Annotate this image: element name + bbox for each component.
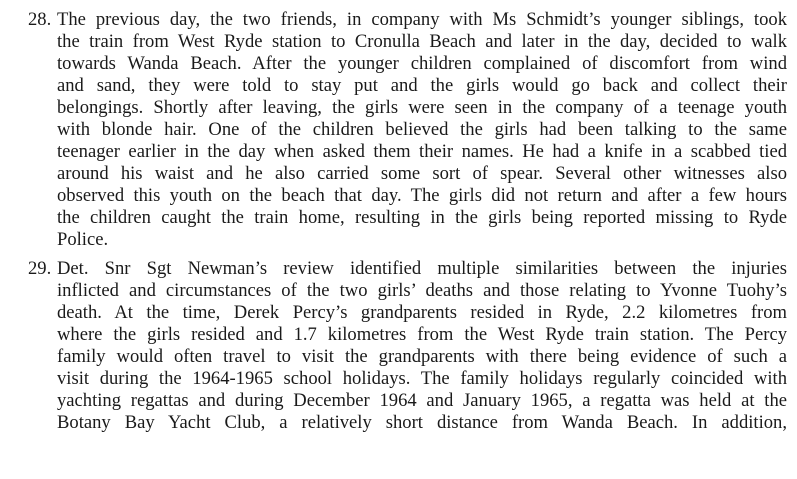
paragraph-number: 29.: [28, 258, 52, 279]
paragraph-line: with blonde hair. One of the children believed the girls had been talking to the same: [57, 119, 787, 140]
paragraph-line: Botany Bay Yacht Club, a relatively short distance from Wanda Beach. In addition,: [57, 412, 787, 433]
paragraph-line: The previous day, the two friends, in company with Ms Schmidt’s younger siblings, took: [57, 9, 787, 30]
paragraph-line: belongings. Shortly after leaving, the girls were seen in the company of a teenage youth: [57, 97, 787, 118]
paragraph-line: observed this youth on the beach that day. The girls did not return and after a few hours: [57, 185, 787, 206]
paragraph-line: yachting regattas and during December 1964 and January 1965, a regatta was held at the: [57, 390, 787, 411]
paragraph-line: death. At the time, Derek Percy’s grandparents resided in Ryde, 2.2 kilometres from: [57, 302, 787, 323]
paragraph-line: and sand, they were told to stay put and the girls would go back and collect their: [57, 75, 787, 96]
paragraph-line: visit during the 1964-1965 school holidays. The family holidays regularly coincided with: [57, 368, 787, 389]
paragraph-line: family would often travel to visit the grandparents with there being evidence of such a: [57, 346, 787, 367]
paragraph-line: around his waist and he also carried some sort of spear. Several other witnesses also: [57, 163, 787, 184]
paragraph-line: towards Wanda Beach. After the younger children complained of discomfort from wind: [57, 53, 787, 74]
paragraph-line: teenager earlier in the day when asked them their names. He had a knife in a scabbed tied: [57, 141, 787, 162]
paragraph-number: 28.: [28, 9, 52, 30]
paragraph-line: the children caught the train home, resulting in the girls being reported missing to Ryde: [57, 207, 787, 228]
paragraph-line: the train from West Ryde station to Cronulla Beach and later in the day, decided to walk: [57, 31, 787, 52]
paragraph-line: inflicted and circumstances of the two girls’ deaths and those relating to Yvonne Tuohy’s: [57, 280, 787, 301]
paragraph-line: Det. Snr Sgt Newman’s review identified multiple similarities between the injuries: [57, 258, 787, 279]
paragraph-line: Police.: [57, 229, 109, 250]
paragraph-line: where the girls resided and 1.7 kilometres from the West Ryde train station. The Percy: [57, 324, 787, 345]
